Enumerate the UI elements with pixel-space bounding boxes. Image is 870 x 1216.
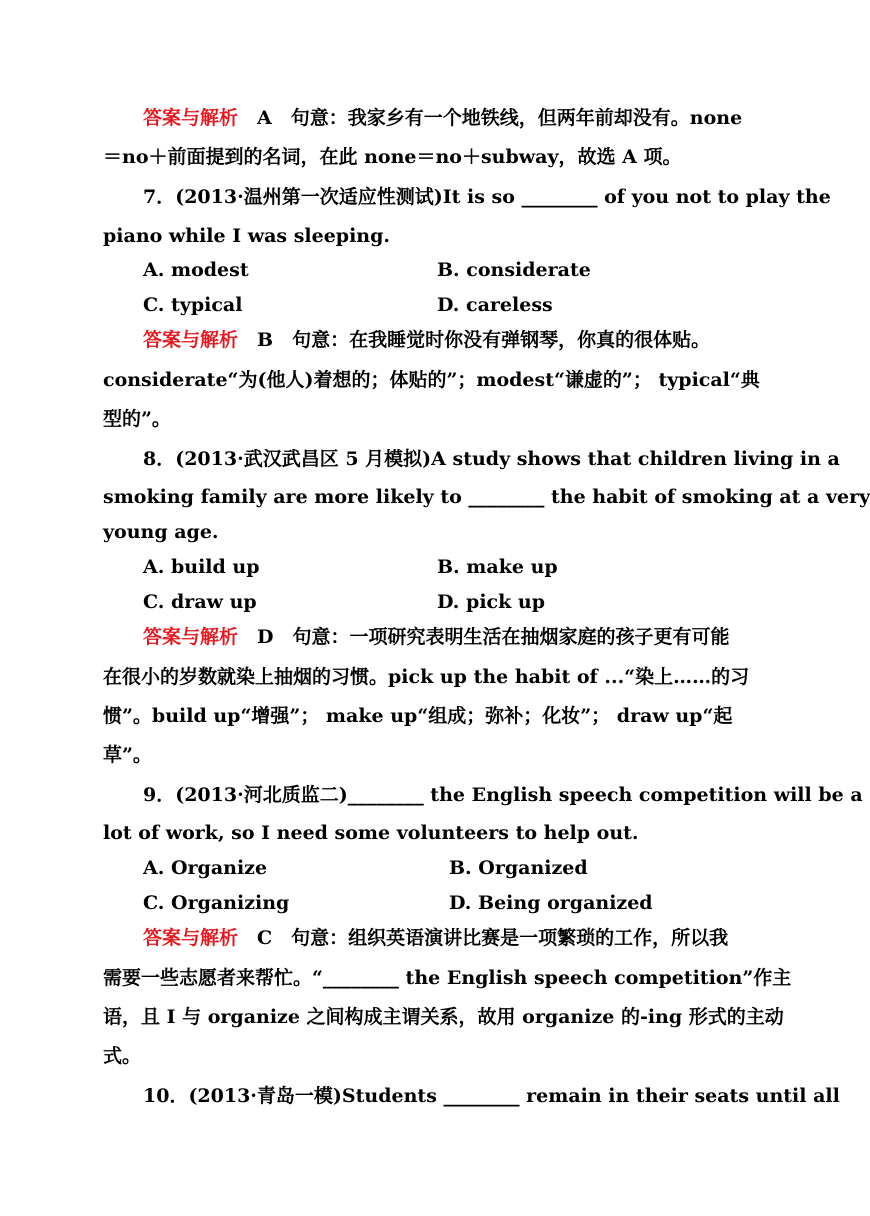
answer-line: considerate“为(他人)着想的；体贴的”；modest“谦虚的”； typical“典 — [103, 369, 760, 391]
question-stem: 7．(2013·温州第一次适应性测试)It is so ________ of you not to play the — [143, 186, 831, 208]
option-c: C. Organizing — [143, 892, 290, 914]
option-b: B. considerate — [437, 259, 591, 281]
answer-text: B 句意：在我睡觉时你没有弹钢琴，你真的很体贴。 — [257, 329, 711, 351]
option-d: D. careless — [437, 294, 553, 316]
answer-line: 惯”。build up“增强”； make up“组成；弥补；化妆”； draw up“起 — [103, 705, 733, 727]
option-b: B. make up — [437, 556, 558, 578]
question-stem: 9．(2013·河北质监二)________ the English speech competition will be a — [143, 784, 863, 806]
option-c: C. typical — [143, 294, 243, 316]
answer-line: 草”。 — [103, 744, 152, 766]
question-stem: piano while I was sleeping. — [103, 225, 391, 247]
answer-text: D 句意：一项研究表明生活在抽烟家庭的孩子更有可能 — [257, 626, 730, 648]
answer-line: 式。 — [103, 1045, 142, 1067]
answer-line — [143, 624, 759, 650]
option-a: A. modest — [143, 259, 249, 281]
question-stem: young age. — [103, 521, 219, 543]
option-c: C. draw up — [143, 591, 257, 613]
question-stem: 8．(2013·武汉武昌区 5 月模拟)A study shows that children living in a — [143, 448, 840, 470]
answer-text: C 句意：组织英语演讲比赛是一项繁琐的工作，所以我 — [257, 927, 729, 949]
answer-label: 答案与解析 — [143, 626, 239, 648]
answer-line — [143, 925, 759, 951]
answer-label: 答案与解析 — [143, 107, 239, 129]
option-d: D. pick up — [437, 591, 545, 613]
answer-line: 在很小的岁数就染上抽烟的习惯。pick up the habit of ...“染上……的习 — [103, 666, 750, 688]
question-stem: smoking family are more likely to ________ the habit of smoking at a very — [103, 486, 870, 508]
option-b: B. Organized — [449, 857, 588, 879]
question-stem: lot of work, so I need some volunteers to help out. — [103, 822, 639, 844]
answer-label: 答案与解析 — [143, 927, 239, 949]
answer-text: A 句意：我家乡有一个地铁线，但两年前却没有。none — [257, 107, 743, 129]
option-d: D. Being organized — [449, 892, 653, 914]
answer-line: ＝no＋前面提到的名词，在此 none＝no＋subway，故选 A 项。 — [103, 146, 682, 168]
answer-line: 语，且 I 与 organize 之间构成主谓关系，故用 organize 的-ing 形式的主动 — [103, 1006, 784, 1028]
answer-line — [143, 327, 759, 353]
question-stem: 10．(2013·青岛一模)Students ________ remain in their seats until all — [143, 1085, 840, 1107]
option-a: A. Organize — [143, 857, 268, 879]
answer-line: 需要一些志愿者来帮忙。“________ the English speech competition”作主 — [103, 967, 792, 989]
answer-label: 答案与解析 — [143, 329, 239, 351]
answer-line — [143, 105, 759, 131]
answer-line: 型的”。 — [103, 408, 171, 430]
option-a: A. build up — [143, 556, 260, 578]
